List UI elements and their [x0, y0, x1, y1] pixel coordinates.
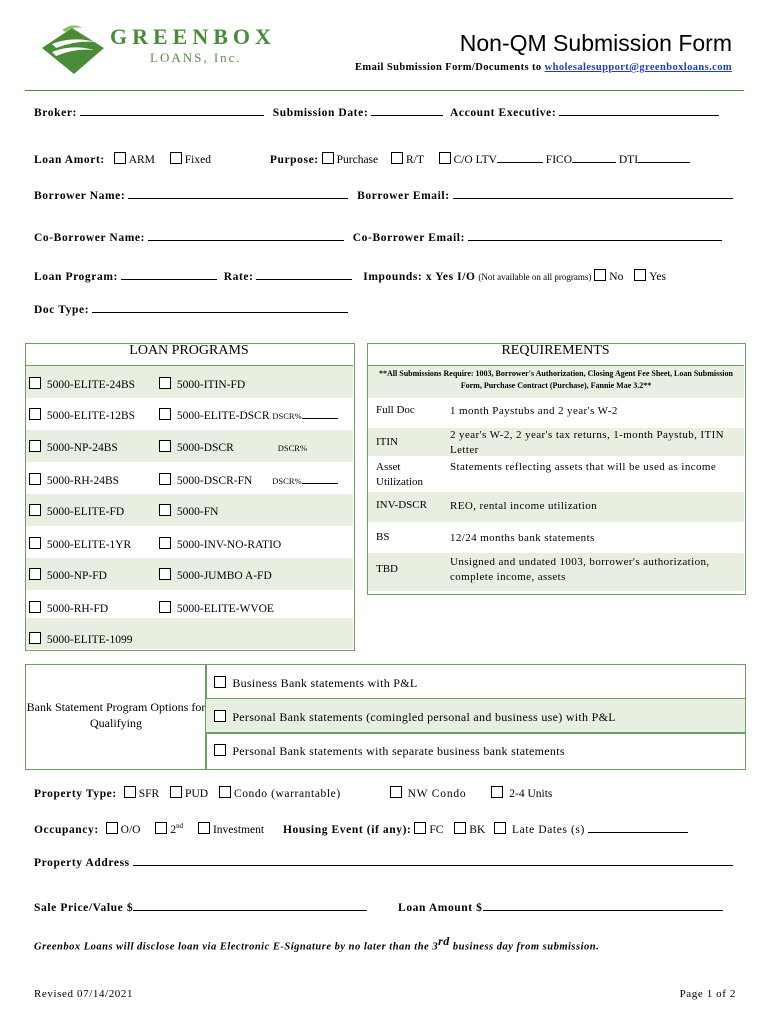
requirement-value: 1 month Paystubs and 2 year's W-2 — [450, 405, 618, 417]
broker-label: Broker: — [34, 107, 77, 119]
rate-label: Rate: — [223, 271, 254, 283]
program-checkbox[interactable] — [159, 377, 171, 389]
fico-label: FICO — [545, 154, 572, 166]
logo-subtitle: LOANS, Inc. — [150, 50, 242, 65]
sale-price-field[interactable] — [133, 910, 367, 911]
program-checkbox[interactable] — [159, 440, 171, 452]
housing-event-label: Housing Event (if any): — [282, 824, 412, 836]
units-checkbox[interactable] — [491, 786, 503, 798]
page-title: Non-QM Submission Form — [459, 30, 732, 56]
condo-checkbox[interactable] — [219, 786, 231, 798]
fc-checkbox[interactable] — [414, 822, 426, 834]
co-label: C/O — [453, 154, 473, 166]
program-label: 5000-NP-24BS — [46, 442, 118, 454]
coborrower-email-field[interactable] — [468, 240, 722, 241]
property-type-label: Property Type: — [34, 788, 117, 800]
loan-program-row — [34, 269, 666, 283]
purpose-label: Purpose: — [269, 154, 319, 166]
borrower-email-label: Borrower Email: — [357, 190, 450, 202]
program-option[interactable] — [159, 504, 218, 518]
program-option[interactable] — [159, 601, 274, 615]
late-dates-checkbox[interactable] — [494, 822, 506, 834]
borrower-name-label: Borrower Name: — [34, 190, 126, 202]
program-checkbox[interactable] — [29, 504, 41, 516]
loan-amort-label: Loan Amort: — [34, 154, 105, 166]
company-logo — [38, 18, 288, 80]
program-option[interactable] — [29, 537, 131, 551]
program-label: 5000-DSCR-FN — [176, 475, 253, 487]
fixed-label: Fixed — [184, 154, 211, 166]
bank-option-label: Business Bank statements with P&L — [232, 676, 418, 690]
program-option[interactable] — [29, 601, 108, 615]
disclosure-text — [34, 934, 599, 953]
impounds-no-checkbox[interactable] — [594, 269, 606, 281]
program-checkbox[interactable] — [159, 473, 171, 485]
occupancy-row — [34, 822, 688, 836]
coborrower-name-field[interactable] — [148, 240, 344, 241]
program-label: 5000-ELITE-DSCR — [176, 410, 270, 422]
coborrower-row — [34, 232, 722, 244]
header-divider — [25, 90, 744, 91]
requirement-value: 2 year's W-2, 2 year's tax returns, 1-month Paystub, ITIN Letter — [450, 429, 725, 456]
broker-field[interactable] — [80, 115, 264, 116]
property-type-row — [34, 786, 552, 800]
investment-label: Investment — [212, 824, 265, 836]
bank-option-checkbox[interactable] — [214, 676, 226, 688]
program-label: 5000-JUMBO A-FD — [176, 570, 272, 582]
property-address-label: Property Address — [34, 857, 130, 869]
bk-checkbox[interactable] — [454, 822, 466, 834]
impounds-no-label: No — [609, 271, 624, 283]
program-option[interactable] — [29, 408, 135, 422]
requirements-note: **All Submissions Require: 1003, Borrower's Authorization, Closing Agent Fee Sheet, Loan Submission Form, Purchase Contract (Purchase), Fannie Mae 3.2** — [379, 369, 733, 390]
bank-options-label: Bank Statement Program Options for Qualifying — [26, 700, 206, 730]
program-checkbox[interactable] — [29, 601, 41, 613]
occupancy-label: Occupancy: — [34, 824, 99, 836]
program-checkbox[interactable] — [159, 504, 171, 516]
borrower-name-field[interactable] — [128, 198, 348, 199]
property-address-field[interactable] — [133, 865, 733, 866]
program-option[interactable] — [159, 440, 307, 454]
disclosure-sup: rd — [438, 934, 450, 948]
requirement-key: ITIN — [376, 436, 398, 448]
ltv-field[interactable] — [497, 162, 543, 163]
program-option[interactable] — [29, 632, 132, 646]
program-label: 5000-NP-FD — [46, 570, 107, 582]
oo-label: O/O — [120, 824, 141, 836]
program-label: 5000-DSCR — [176, 442, 234, 454]
submission-date-label: Submission Date: — [272, 107, 369, 119]
requirement-value: Statements reflecting assets that will be used as income — [450, 461, 717, 473]
requirement-key: Asset Utilization — [376, 461, 424, 488]
program-option[interactable] — [29, 504, 124, 518]
program-label: 5000-RH-FD — [46, 603, 109, 615]
program-option[interactable] — [159, 408, 338, 422]
condo-label: Condo (warrantable) — [233, 788, 341, 800]
support-email-link[interactable]: wholesalesupport@greenboxloans.com — [544, 62, 732, 73]
dscr-label: DSCR% — [272, 476, 302, 486]
logo-wordmark: GREENBOX — [110, 24, 276, 49]
bank-option-label: Personal Bank statements with separate business bank statements — [232, 744, 565, 758]
pud-label: PUD — [185, 788, 209, 800]
requirements-heading: REQUIREMENTS — [367, 343, 744, 366]
program-label: 5000-ITIN-FD — [176, 379, 246, 391]
program-label: 5000-ELITE-1099 — [46, 634, 133, 646]
page-number: Page 1 of 2 — [679, 988, 736, 1000]
purchase-label: Purchase — [336, 154, 379, 166]
sale-price-label: Sale Price/Value $ — [34, 902, 134, 914]
bank-option[interactable] — [205, 698, 746, 734]
doc-type-field[interactable] — [92, 312, 348, 313]
late-dates-label: Late Dates (s) — [512, 824, 585, 836]
program-option[interactable] — [29, 440, 118, 454]
program-checkbox[interactable] — [29, 537, 41, 549]
account-exec-label: Account Executive: — [450, 107, 557, 119]
impounds-note: (Not available on all programs) — [478, 272, 592, 282]
dscr-field[interactable] — [302, 418, 338, 419]
program-option[interactable] — [159, 537, 281, 551]
impounds-yes-label: Yes — [649, 271, 666, 283]
bank-option[interactable] — [205, 732, 746, 770]
dti-label: DTI — [618, 154, 639, 166]
requirement-value: 12/24 months bank statements — [450, 532, 595, 544]
bank-option-label: Personal Bank statements (comingled personal and business use) with P&L — [232, 710, 616, 724]
dscr-field[interactable] — [302, 483, 338, 484]
second-home-sup: nd — [176, 822, 184, 831]
rt-checkbox[interactable] — [391, 152, 403, 164]
program-checkbox[interactable] — [29, 473, 41, 485]
loan-program-field[interactable] — [121, 279, 217, 280]
page-subtitle — [355, 62, 732, 73]
program-checkbox[interactable] — [159, 408, 171, 420]
program-checkbox[interactable] — [29, 632, 41, 644]
revised-date: Revised 07/14/2021 — [34, 988, 134, 1000]
program-checkbox[interactable] — [29, 568, 41, 580]
program-label: 5000-ELITE-1YR — [46, 539, 132, 551]
program-option[interactable] — [29, 473, 119, 487]
program-checkbox[interactable] — [159, 568, 171, 580]
investment-checkbox[interactable] — [198, 822, 210, 834]
co-checkbox[interactable] — [439, 152, 451, 164]
pud-checkbox[interactable] — [170, 786, 182, 798]
fc-label: FC — [429, 824, 444, 836]
bank-option-checkbox[interactable] — [214, 710, 226, 722]
program-checkbox[interactable] — [159, 601, 171, 613]
second-home-label: 2 — [170, 824, 177, 836]
doc-type-label: Doc Type: — [34, 304, 90, 316]
bk-label: BK — [469, 824, 486, 836]
loan-amount-field[interactable] — [483, 910, 723, 911]
requirement-value: REO, rental income utilization — [450, 500, 598, 512]
requirement-key: TBD — [376, 563, 398, 575]
bank-options-label-cell — [25, 664, 207, 770]
loan-amount-label: Loan Amount $ — [398, 902, 483, 914]
program-label: 5000-ELITE-12BS — [46, 410, 136, 422]
program-label: 5000-FN — [176, 506, 219, 518]
purchase-checkbox[interactable] — [322, 152, 334, 164]
disclosure-pre: Greenbox Loans will disclose loan via Electronic E-Signature by no later than the 3 — [34, 941, 439, 953]
logo-mark-icon — [38, 18, 108, 80]
fico-field[interactable] — [572, 162, 616, 163]
doc-type-row — [34, 304, 348, 316]
sfr-label: SFR — [138, 788, 160, 800]
subtitle-prefix: Email Submission Form/Documents to — [355, 62, 545, 73]
borrower-row — [34, 190, 733, 202]
arm-checkbox[interactable] — [114, 152, 126, 164]
account-exec-field[interactable] — [559, 115, 719, 116]
fixed-checkbox[interactable] — [170, 152, 182, 164]
dscr-label: DSCR% — [272, 411, 302, 421]
program-label: 5000-INV-NO-RATIO — [176, 539, 282, 551]
ltv-label: LTV — [475, 154, 497, 166]
rt-label: R/T — [406, 154, 424, 166]
program-label: 5000-RH-24BS — [46, 475, 120, 487]
rate-field[interactable] — [256, 279, 352, 280]
property-address-row — [34, 857, 733, 869]
requirement-key: INV-DSCR — [376, 499, 427, 511]
requirement-key: Full Doc — [376, 404, 415, 416]
bank-option[interactable] — [205, 664, 746, 700]
program-option[interactable] — [159, 568, 272, 582]
program-option[interactable] — [29, 377, 135, 391]
coborrower-email-label: Co-Borrower Email: — [352, 232, 466, 244]
program-checkbox[interactable] — [29, 440, 41, 452]
broker-row — [34, 107, 719, 119]
nw-condo-label: NW Condo — [407, 788, 467, 800]
loan-program-label: Loan Program: — [34, 271, 118, 283]
submission-date-field[interactable] — [371, 115, 443, 116]
borrower-email-field[interactable] — [453, 198, 733, 199]
program-label: 5000-ELITE-24BS — [46, 379, 136, 391]
loan-programs-heading: LOAN PROGRAMS — [25, 343, 353, 366]
sale-price-row — [34, 902, 723, 914]
units-label: 2-4 Units — [509, 788, 553, 800]
requirement-value: Unsigned and undated 1003, borrower's authorization, complete income, assets — [450, 556, 710, 583]
program-label: 5000-ELITE-FD — [46, 506, 125, 518]
program-checkbox[interactable] — [29, 377, 41, 389]
sfr-checkbox[interactable] — [124, 786, 136, 798]
program-checkbox[interactable] — [29, 408, 41, 420]
program-option[interactable] — [29, 568, 107, 582]
late-dates-field[interactable] — [588, 832, 688, 833]
program-checkbox[interactable] — [159, 537, 171, 549]
program-option[interactable] — [159, 473, 338, 487]
second-home-checkbox[interactable] — [155, 822, 167, 834]
oo-checkbox[interactable] — [106, 822, 118, 834]
program-label: 5000-ELITE-WVOE — [176, 603, 274, 615]
program-option[interactable] — [159, 377, 245, 391]
requirement-key: BS — [376, 531, 390, 543]
impounds-yes-checkbox[interactable] — [634, 269, 646, 281]
disclosure-post: business day from submission. — [449, 941, 600, 953]
nw-condo-checkbox[interactable] — [390, 786, 402, 798]
coborrower-name-label: Co-Borrower Name: — [34, 232, 146, 244]
dti-field[interactable] — [638, 162, 690, 163]
dscr-label: DSCR% — [277, 443, 308, 453]
impounds-label: Impounds: x Yes I/O — [363, 271, 476, 283]
arm-label: ARM — [128, 154, 155, 166]
bank-option-checkbox[interactable] — [214, 744, 226, 756]
loan-amort-row — [34, 152, 690, 166]
